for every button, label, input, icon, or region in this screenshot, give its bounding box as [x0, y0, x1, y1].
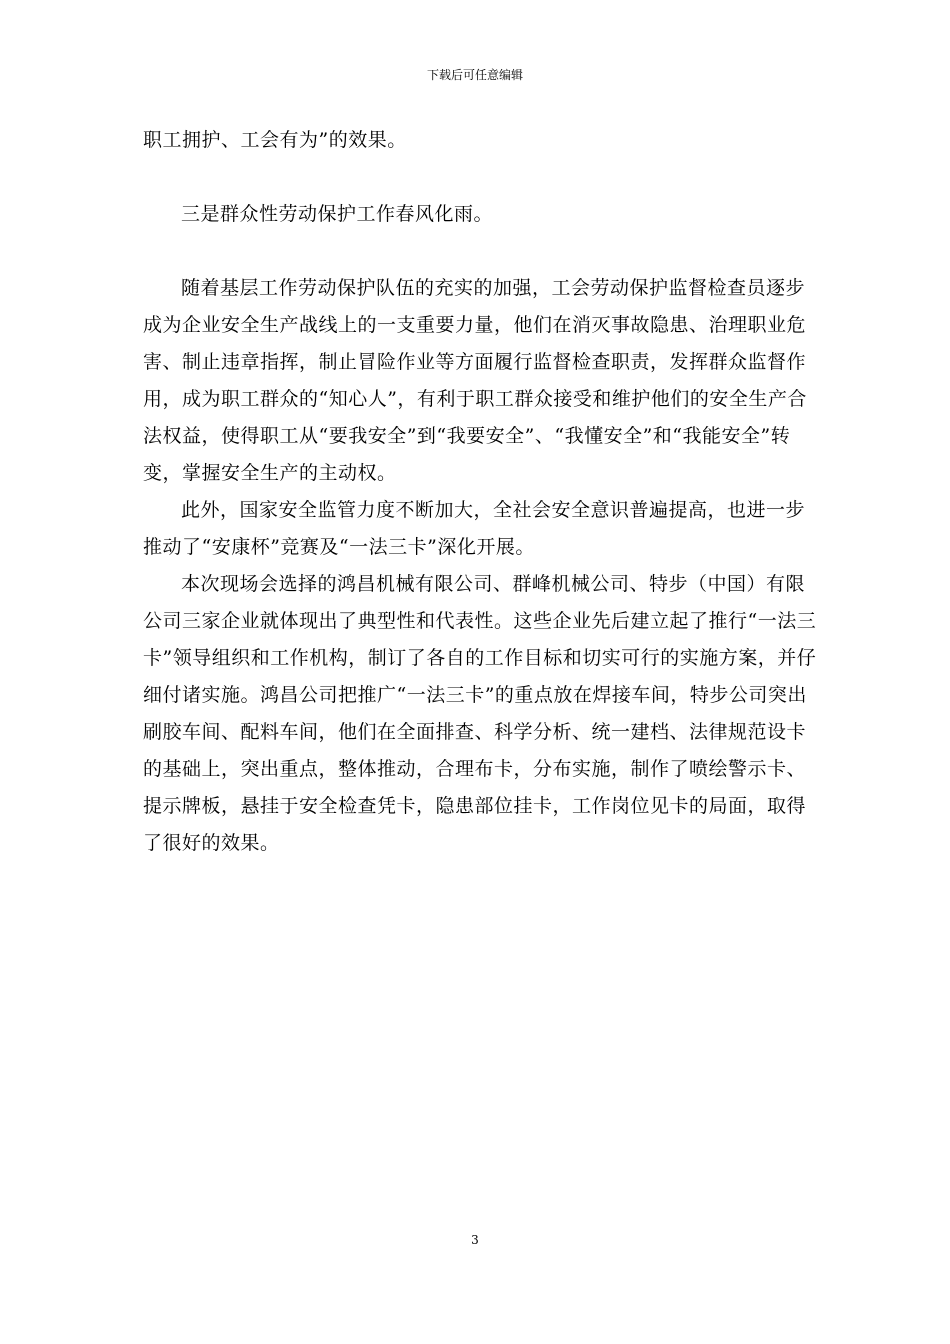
paragraph-labor-protection: 随着基层工作劳动保护队伍的充实的加强，工会劳动保护监督检查员逐步成为企业安全生产战线上的一支重要力量，他们在消灭事故隐患、治理职业危害、制止违章指挥，制止冒险作业等方面履行监督检查职责，发挥群众监督作用，成为职工群众的“知心人”，有利于职工群众接受和维护他们的安全生产合法权益，使得职工从“要我安全”到“我要安全”、“我懂安全”和“我能安全”转变，掌握安全生产的主动权。	[143, 277, 807, 484]
paragraph-continuation: 职工拥护、工会有为”的效果。	[143, 129, 407, 151]
page-number: 3	[471, 1233, 479, 1247]
paragraph-supervision: 此外，国家安全监管力度不断加大，全社会安全意识普遍提高，也进一步推动了“安康杯”竞赛及“一法三卡”深化开展。	[143, 499, 806, 558]
paragraph-section-heading: 三是群众性劳动保护工作春风化雨。	[181, 203, 494, 225]
page-header: 下载后可任意编辑	[426, 68, 523, 82]
document-body	[143, 122, 823, 862]
paragraph-site-meeting: 本次现场会选择的鸿昌机械有限公司、群峰机械公司、特步（中国）有限公司三家企业就体现出了典型性和代表性。这些企业先后建立起了推行“一法三卡”领导组织和工作机构，制订了各自的工作目标和切实可行的实施方案，并仔细付诸实施。鸿昌公司把推广“一法三卡”的重点放在焊接车间，特步公司突出刷胶车间、配料车间，他们在全面排查、科学分析、统一建档、法律规范设卡的基础上，突出重点，整体推动，合理布卡，分布实施，制作了喷绘警示卡、提示牌板，悬挂于安全检查凭卡，隐患部位挂卡，工作岗位见卡的局面，取得了很好的效果。	[143, 573, 817, 854]
